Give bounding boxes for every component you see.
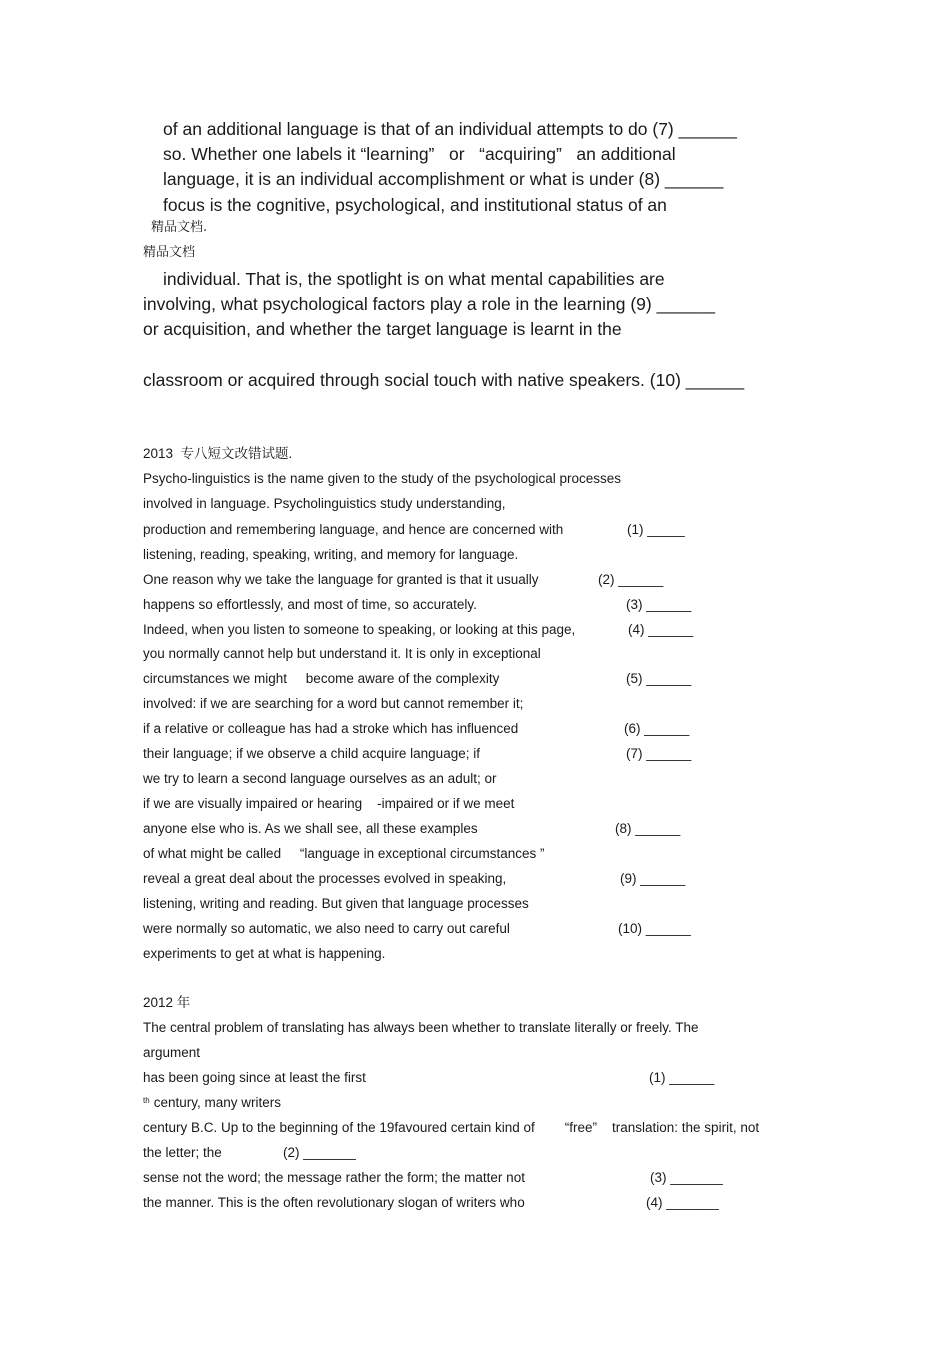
passage-line: experiments to get at what is happening.	[143, 946, 386, 961]
answer-blank: (3) ______	[626, 597, 692, 612]
intro-line: individual. That is, the spotlight is on what mental capabilities are	[163, 269, 665, 289]
answer-blank: (9) ______	[620, 871, 686, 886]
passage-line: The central problem of translating has always been whether to translate literally or freely. The	[143, 1020, 699, 1035]
intro-line: classroom or acquired through social touch with native speakers. (10) ______	[143, 370, 745, 390]
answer-blank: (4) _______	[646, 1195, 719, 1210]
passage-line: the letter; the	[143, 1145, 222, 1160]
passage-line: listening, writing and reading. But given that language processes	[143, 896, 529, 911]
intro-line: of an additional language is that of an individual attempts to do (7) ______	[163, 119, 738, 139]
answer-blank: (1) ______	[649, 1070, 715, 1085]
passage-line: involved: if we are searching for a word but cannot remember it;	[143, 696, 524, 711]
answer-blank: (7) ______	[626, 746, 692, 761]
answer-blank: (3) _______	[650, 1170, 723, 1185]
passage-line: circumstances we might become aware of the complexity	[143, 671, 500, 686]
intro-line: language, it is an individual accomplishment or what is under (8) ______	[163, 169, 724, 189]
answer-blank: (10) ______	[618, 921, 691, 936]
passage-line: century, many writers	[150, 1095, 282, 1110]
passage-line: production and remembering language, and hence are concerned with	[143, 522, 564, 537]
watermark-text: 精品文档	[143, 245, 196, 260]
superscript-text: th	[143, 1096, 150, 1105]
passage-line: reveal a great deal about the processes evolved in speaking,	[143, 871, 507, 886]
section-heading-2012: 2012 年	[143, 995, 191, 1010]
passage-line: were normally so automatic, we also need to carry out careful	[143, 921, 510, 936]
answer-blank: (5) ______	[626, 671, 692, 686]
section-heading-2013: 2013 专八短文改错试题.	[143, 446, 293, 461]
answer-blank: (2) _______	[283, 1145, 356, 1160]
passage-line: listening, reading, speaking, writing, and memory for language.	[143, 547, 519, 562]
intro-line: focus is the cognitive, psychological, and institutional status of an	[163, 195, 667, 215]
passage-line: the manner. This is the often revolutionary slogan of writers who	[143, 1195, 525, 1210]
answer-blank: (1) _____	[627, 522, 685, 537]
passage-line: anyone else who is. As we shall see, all these examples	[143, 821, 478, 836]
answer-blank: (6) ______	[624, 721, 690, 736]
passage-line: their language; if we observe a child acquire language; if	[143, 746, 480, 761]
passage-line: involved in language. Psycholinguistics study understanding,	[143, 496, 506, 511]
intro-line: involving, what psychological factors play a role in the learning (9) ______	[143, 294, 715, 314]
passage-line: sense not the word; the message rather the form; the matter not	[143, 1170, 525, 1185]
passage-line: argument	[143, 1045, 201, 1060]
passage-line: Psycho-linguistics is the name given to the study of the psychological processes	[143, 471, 621, 486]
watermark-text: 精品文档.	[151, 220, 208, 235]
passage-line: has been going since at least the first	[143, 1070, 366, 1085]
answer-blank: (2) ______	[598, 572, 664, 587]
passage-line: of what might be called “language in exceptional circumstances ”	[143, 846, 545, 861]
intro-line: or acquisition, and whether the target language is learnt in the	[143, 319, 622, 339]
answer-blank: (8) ______	[615, 821, 681, 836]
passage-line: Indeed, when you listen to someone to speaking, or looking at this page,	[143, 622, 576, 637]
answer-blank: (4) ______	[628, 622, 694, 637]
passage-line: One reason why we take the language for granted is that it usually	[143, 572, 539, 587]
passage-line: you normally cannot help but understand it. It is only in exceptional	[143, 646, 541, 661]
passage-line: we try to learn a second language ourselves as an adult; or	[143, 771, 497, 786]
passage-line: happens so effortlessly, and most of time, so accurately.	[143, 597, 477, 612]
passage-line: if a relative or colleague has had a stroke which has influenced	[143, 721, 519, 736]
passage-line: century B.C. Up to the beginning of the 19favoured certain kind of “free” translation: the spirit, not	[143, 1120, 760, 1135]
intro-line: so. Whether one labels it “learning” or “acquiring” an additional	[163, 144, 676, 164]
passage-line: if we are visually impaired or hearing -impaired or if we meet	[143, 796, 515, 811]
